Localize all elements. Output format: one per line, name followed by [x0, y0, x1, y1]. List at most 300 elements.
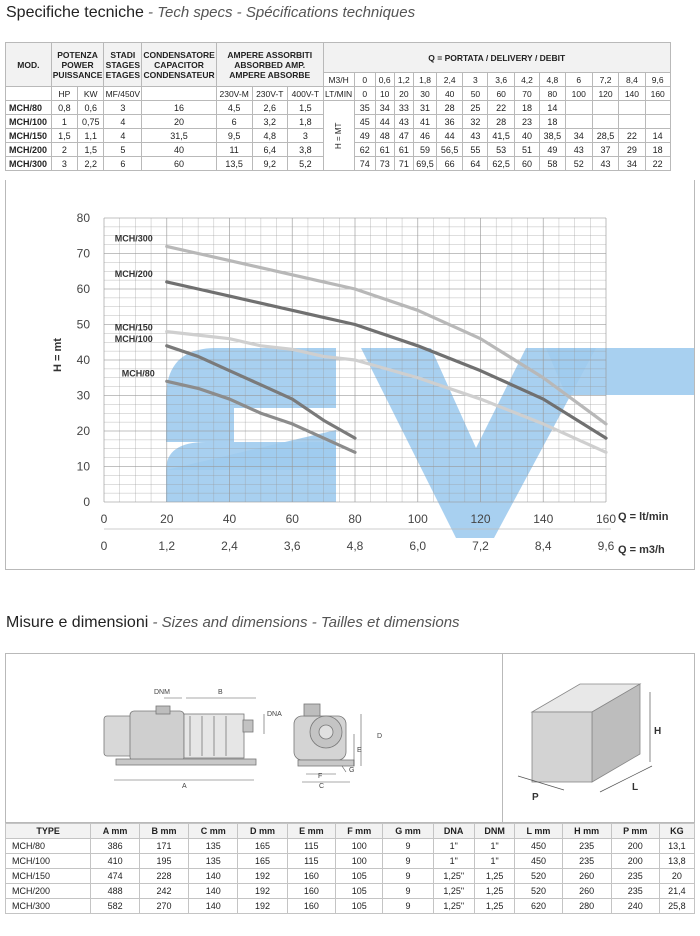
dims-cell: MCH/300 — [6, 899, 91, 914]
spec-cell-head: 60 — [514, 157, 539, 171]
q-m3h-9: 6 — [565, 73, 592, 87]
spec-cell-cap: 31,5 — [142, 129, 216, 143]
dims-cell: 20 — [659, 869, 694, 884]
pump-drawing — [6, 654, 501, 824]
watermark-shape — [546, 348, 694, 395]
dims-cell: 25,8 — [659, 899, 694, 914]
unit-mf: MF/450V — [105, 88, 141, 99]
spec-cell-kw: 0,6 — [78, 101, 104, 115]
specs-heading — [6, 4, 415, 22]
spec-cell-mod: MCH/200 — [6, 143, 52, 157]
spec-cell-head: 34 — [375, 101, 394, 115]
spec-cell-cap: 40 — [142, 143, 216, 157]
x2-axis-label: Q = m3/h — [618, 544, 665, 556]
spec-cell-head: 73 — [375, 157, 394, 171]
specs-heading-sub: - Tech specs - Spécifications techniques — [143, 4, 416, 21]
q-lmin-4: 40 — [436, 87, 463, 101]
spec-cell-head: 64 — [463, 157, 488, 171]
dims-cell: 9 — [383, 869, 433, 884]
dims-header-cell: D mm — [238, 824, 287, 839]
box-shape — [532, 684, 640, 782]
label-d: D — [377, 733, 383, 740]
spec-cell-cap: 16 — [142, 101, 216, 115]
q-lmin-11: 140 — [619, 87, 645, 101]
spec-cell-head: 28,5 — [592, 129, 619, 143]
dims-cell: 450 — [515, 839, 562, 854]
dims-header-cell: L mm — [515, 824, 562, 839]
spec-cell-a400t: 3 — [288, 129, 324, 143]
x2-tick-label: 6,0 — [409, 539, 427, 553]
dims-table — [5, 823, 695, 914]
dims-cell: 620 — [515, 899, 562, 914]
spec-cell-mod: MCH/150 — [6, 129, 52, 143]
dims-row — [6, 839, 695, 854]
q-lmin-0: 0 — [354, 87, 375, 101]
dims-cell: 192 — [238, 884, 287, 899]
dims-cell: 171 — [139, 839, 188, 854]
label-p: P — [532, 792, 539, 803]
dims-cell: 105 — [336, 899, 383, 914]
box-drawing — [504, 654, 696, 824]
dims-cell: 165 — [238, 854, 287, 869]
q-m3h-2: 1,2 — [394, 73, 414, 87]
dims-cell: 115 — [287, 839, 335, 854]
spec-cell-head: 48 — [375, 129, 394, 143]
label-a: A — [182, 783, 187, 790]
q-lmin-10: 120 — [592, 87, 619, 101]
spec-cell-a400t: 1,5 — [288, 101, 324, 115]
dims-cell: 1,25" — [433, 869, 474, 884]
x-tick-label: 100 — [407, 512, 428, 526]
y-tick-label: 80 — [76, 211, 90, 225]
dims-header-cell: DNA — [433, 824, 474, 839]
spec-cell-a230m: 4,5 — [216, 101, 252, 115]
spec-cell-a230t: 4,8 — [252, 129, 288, 143]
x2-tick-label: 4,8 — [346, 539, 364, 553]
x-axis-label: Q = lt/min — [618, 511, 669, 523]
x-tick-label: 80 — [348, 512, 362, 526]
q-lmin-9: 100 — [565, 87, 592, 101]
dims-cell: 1,25 — [474, 899, 515, 914]
dims-cell: 520 — [515, 869, 562, 884]
spec-cell-cap: 60 — [142, 157, 216, 171]
spec-body — [6, 101, 695, 171]
spec-cell-head: 58 — [540, 157, 566, 171]
spec-cell-kw: 1,1 — [78, 129, 104, 143]
x-tick-label: 160 — [595, 512, 617, 526]
dims-cell: 135 — [189, 839, 238, 854]
label-dna: DNA — [267, 711, 282, 718]
q-lmin-6: 60 — [488, 87, 515, 101]
spec-cell-head: 62,5 — [488, 157, 515, 171]
dims-cell: MCH/150 — [6, 869, 91, 884]
dims-cell: 474 — [91, 869, 140, 884]
y-tick-label: 30 — [76, 388, 90, 403]
dims-cell: 1" — [433, 839, 474, 854]
dims-cell: 582 — [91, 899, 140, 914]
spec-cell-kw: 0,75 — [78, 115, 104, 129]
spec-col-ampere: AMPERE ASSORBITI ABSORBED AMP. AMPERE ABSORBE — [216, 43, 323, 87]
spec-cell-stages: 4 — [104, 129, 142, 143]
dims-cell: 9 — [383, 884, 433, 899]
spec-cell-cap: 20 — [142, 115, 216, 129]
spec-cell-mod: MCH/300 — [6, 157, 52, 171]
x2-tick-label: 8,4 — [534, 539, 552, 553]
spec-cell-head: 61 — [375, 143, 394, 157]
dims-cell: 1" — [474, 839, 515, 854]
dims-cell: 235 — [611, 884, 659, 899]
unit-230t: 230V-T — [252, 87, 288, 101]
dims-cell: 13,8 — [659, 854, 694, 869]
spec-cell-a230m: 9,5 — [216, 129, 252, 143]
spec-cell-head: 45 — [354, 115, 375, 129]
spec-cell-a400t: 1,8 — [288, 115, 324, 129]
spec-cell-mod: MCH/80 — [6, 101, 52, 115]
dims-cell: 270 — [139, 899, 188, 914]
dims-cell: MCH/200 — [6, 884, 91, 899]
spec-cell-head — [565, 115, 592, 129]
spec-cell-hp: 1 — [51, 115, 77, 129]
spec-cell-kw: 2,2 — [78, 157, 104, 171]
spec-cell-head: 55 — [463, 143, 488, 157]
q-lmin-5: 50 — [463, 87, 488, 101]
y-tick-label: 50 — [76, 317, 90, 332]
spec-cell-head: 38,5 — [540, 129, 566, 143]
spec-header-row-units — [6, 87, 695, 101]
spec-col-mod: MOD. — [6, 43, 52, 87]
label-c: C — [319, 783, 325, 790]
spec-cell-a230t: 9,2 — [252, 157, 288, 171]
spec-cell-head: 33 — [394, 101, 414, 115]
spec-cell-head: 18 — [645, 143, 670, 157]
spec-cell-a230t: 6,4 — [252, 143, 288, 157]
dimension-drawings — [5, 653, 695, 823]
dims-header-cell: DNM — [474, 824, 515, 839]
spec-cell-head: 44 — [436, 129, 463, 143]
spec-cell-stages: 5 — [104, 143, 142, 157]
spec-cell-head: 31 — [414, 101, 437, 115]
watermark-shape — [166, 442, 336, 470]
x-tick-label: 0 — [100, 512, 108, 526]
y-tick-label: 10 — [76, 459, 90, 474]
spec-cell-head: 56,5 — [436, 143, 463, 157]
spec-cell-head: 59 — [414, 143, 437, 157]
series-label: MCH/80 — [121, 368, 155, 379]
dims-cell: 240 — [611, 899, 659, 914]
spec-cell-head: 62 — [354, 143, 375, 157]
dims-header-cell: C mm — [189, 824, 238, 839]
label-g: G — [349, 767, 355, 774]
y-tick-label: 0 — [83, 495, 90, 509]
spec-cell-head: 47 — [394, 129, 414, 143]
label-f: F — [318, 773, 323, 780]
q-m3h-11: 8,4 — [619, 73, 645, 87]
dims-cell: 9 — [383, 899, 433, 914]
spec-cell-head: 22 — [645, 157, 670, 171]
dims-cell: 160 — [287, 884, 335, 899]
spec-cell-a230m: 13,5 — [216, 157, 252, 171]
spec-h-label: H = MT — [323, 101, 354, 171]
dims-cell: 160 — [287, 869, 335, 884]
spec-cell-head: 37 — [592, 143, 619, 157]
dims-cell: 242 — [139, 884, 188, 899]
specs-heading-main: Specifiche tecniche — [6, 4, 144, 21]
spec-cell-hp: 1,5 — [51, 129, 77, 143]
dims-cell: 21,4 — [659, 884, 694, 899]
dims-cell: 280 — [562, 899, 611, 914]
dims-cell: 488 — [91, 884, 140, 899]
dims-cell: 195 — [139, 854, 188, 869]
dims-cell: 228 — [139, 869, 188, 884]
pump-front-view — [294, 704, 354, 766]
q-m3h-6: 3,6 — [488, 73, 515, 87]
dims-cell: 140 — [189, 899, 238, 914]
dims-row — [6, 884, 695, 899]
x2-tick-label: 7,2 — [472, 539, 489, 553]
x2-tick-label: 3,6 — [283, 539, 301, 553]
spec-cell-stages: 4 — [104, 115, 142, 129]
dims-cell: 140 — [189, 869, 238, 884]
dims-cell: 1,25" — [433, 884, 474, 899]
spec-cell-head: 25 — [463, 101, 488, 115]
spec-cell-head: 40 — [514, 129, 539, 143]
dims-cell: 1" — [433, 854, 474, 869]
drawing-divider — [502, 654, 503, 824]
spec-cell-head — [592, 115, 619, 129]
dims-cell: MCH/80 — [6, 839, 91, 854]
dims-heading-sub: - Sizes and dimensions - Tailles et dimensions — [148, 614, 460, 631]
q-m3h-label: M3/H — [323, 73, 354, 87]
q-lmin-label: LT/MIN — [324, 88, 353, 99]
dims-row — [6, 869, 695, 884]
dims-cell: 235 — [611, 869, 659, 884]
q-m3h-1: 0,6 — [375, 73, 394, 87]
spec-cell-head: 18 — [514, 101, 539, 115]
dims-cell: 410 — [91, 854, 140, 869]
x2-tick-label: 0 — [100, 539, 108, 553]
dims-heading — [6, 614, 460, 632]
spec-cell-head: 61 — [394, 143, 414, 157]
label-l: L — [632, 782, 639, 793]
dims-body — [6, 824, 695, 914]
x2-tick-label: 9,6 — [597, 539, 615, 553]
unit-230m: 230V-M — [216, 87, 252, 101]
dims-cell: 386 — [91, 839, 140, 854]
spec-cell-head: 41,5 — [488, 129, 515, 143]
dims-header-cell: B mm — [139, 824, 188, 839]
dims-cell: 1" — [474, 854, 515, 869]
watermark-shape — [166, 348, 336, 442]
unit-400t: 400V-T — [288, 87, 324, 101]
dims-cell: 1,25" — [433, 899, 474, 914]
dims-cell: 100 — [336, 839, 383, 854]
q-m3h-12: 9,6 — [645, 73, 670, 87]
spec-cell-head: 51 — [514, 143, 539, 157]
q-m3h-0: 0 — [354, 73, 375, 87]
y-tick-label: 40 — [76, 353, 90, 367]
dims-cell: 105 — [336, 869, 383, 884]
y-axis-label: H = mt — [52, 338, 64, 372]
q-lmin-2: 20 — [394, 87, 414, 101]
spec-cell-head: 43 — [592, 157, 619, 171]
spec-cell-head: 18 — [540, 115, 566, 129]
spec-cell-a230m: 6 — [216, 115, 252, 129]
spec-col-stages: STADI STAGES ETAGES — [104, 43, 142, 87]
spec-cell-a400t: 5,2 — [288, 157, 324, 171]
dims-cell: 200 — [611, 839, 659, 854]
spec-cell-head: 34 — [565, 129, 592, 143]
unit-hp: HP — [51, 87, 77, 101]
dims-row — [6, 854, 695, 869]
q-lmin-7: 70 — [514, 87, 539, 101]
spec-cell-head: 28 — [488, 115, 515, 129]
dims-cell: 13,1 — [659, 839, 694, 854]
x2-tick-label: 2,4 — [221, 539, 238, 553]
series-label: MCH/200 — [114, 268, 153, 279]
spec-cell-head: 43 — [463, 129, 488, 143]
q-lmin-1: 10 — [375, 87, 394, 101]
spec-table — [5, 42, 695, 171]
spec-cell-head — [619, 101, 645, 115]
spec-cell-a400t: 3,8 — [288, 143, 324, 157]
spec-col-q: Q = PORTATA / DELIVERY / DEBIT — [323, 43, 670, 73]
spec-cell-head: 14 — [645, 129, 670, 143]
series-label: MCH/100 — [114, 333, 153, 344]
spec-cell-head: 23 — [514, 115, 539, 129]
spec-cell-head — [645, 101, 670, 115]
dims-cell: 115 — [287, 854, 335, 869]
dims-cell: 1,25 — [474, 884, 515, 899]
x-tick-label: 120 — [470, 512, 491, 526]
dims-cell: 260 — [562, 869, 611, 884]
x-tick-label: 60 — [285, 512, 299, 526]
label-e: E — [357, 747, 362, 754]
performance-chart-box — [5, 180, 695, 570]
q-m3h-8: 4,8 — [540, 73, 566, 87]
spec-cell-head: 53 — [488, 143, 515, 157]
spec-cell-head: 44 — [375, 115, 394, 129]
dims-header-cell: TYPE — [6, 824, 91, 839]
spec-cell-head — [565, 101, 592, 115]
spec-cell-head: 34 — [619, 157, 645, 171]
spec-col-capacitor: CONDENSATORE CAPACITOR CONDENSATEUR — [142, 43, 216, 87]
spec-cell-head — [645, 115, 670, 129]
series-label: MCH/300 — [114, 233, 153, 244]
dims-cell: 165 — [238, 839, 287, 854]
dims-cell: MCH/100 — [6, 854, 91, 869]
dims-cell: 192 — [238, 869, 287, 884]
dims-header-cell: A mm — [91, 824, 140, 839]
dims-cell: 100 — [336, 854, 383, 869]
dims-cell: 192 — [238, 899, 287, 914]
q-lmin-3: 30 — [414, 87, 437, 101]
pump-side-view — [104, 706, 256, 765]
dims-cell: 105 — [336, 884, 383, 899]
spec-cell-a230t: 2,6 — [252, 101, 288, 115]
dims-cell: 1,25 — [474, 869, 515, 884]
spec-cell-head: 14 — [540, 101, 566, 115]
spec-cell-head: 32 — [463, 115, 488, 129]
spec-cell-stages: 6 — [104, 157, 142, 171]
spec-cell-a230t: 3,2 — [252, 115, 288, 129]
spec-cell-head: 22 — [488, 101, 515, 115]
dims-cell: 160 — [287, 899, 335, 914]
spec-cell-stages: 3 — [104, 101, 142, 115]
spec-row — [6, 101, 695, 115]
spec-col-power: POTENZA POWER PUISSANCE — [51, 43, 104, 87]
dims-cell: 260 — [562, 884, 611, 899]
y-tick-label: 70 — [76, 246, 90, 261]
dims-cell: 9 — [383, 854, 433, 869]
dims-row — [6, 899, 695, 914]
dims-header-cell: P mm — [611, 824, 659, 839]
spec-cell-head: 43 — [565, 143, 592, 157]
dims-header-cell: E mm — [287, 824, 335, 839]
dims-cell: 235 — [562, 839, 611, 854]
x2-tick-label: 1,2 — [158, 539, 176, 553]
spec-cell-kw: 1,5 — [78, 143, 104, 157]
dims-header-cell: F mm — [336, 824, 383, 839]
spec-cell-head: 22 — [619, 129, 645, 143]
dims-cell: 450 — [515, 854, 562, 869]
label-h: H — [654, 726, 662, 737]
label-dnm: DNM — [154, 689, 170, 696]
spec-cell-head — [619, 115, 645, 129]
q-lmin-12: 160 — [645, 87, 670, 101]
spec-cell-head: 52 — [565, 157, 592, 171]
dims-header-cell: G mm — [383, 824, 433, 839]
x-tick-label: 40 — [222, 512, 237, 526]
spec-cell-head: 46 — [414, 129, 437, 143]
performance-chart — [6, 180, 694, 568]
spec-cell-mod: MCH/100 — [6, 115, 52, 129]
dims-cell: 9 — [383, 839, 433, 854]
x-tick-label: 140 — [533, 512, 554, 526]
dims-header-row — [6, 824, 695, 839]
dims-heading-main: Misure e dimensioni — [6, 614, 149, 631]
spec-cell-head: 35 — [354, 101, 375, 115]
series-label: MCH/150 — [114, 322, 153, 333]
dims-cell: 140 — [189, 884, 238, 899]
q-m3h-5: 3 — [463, 73, 488, 87]
spec-cell-head: 43 — [394, 115, 414, 129]
spec-cell-head: 74 — [354, 157, 375, 171]
spec-cell-head: 49 — [540, 143, 566, 157]
dims-header-cell: H mm — [562, 824, 611, 839]
dims-cell: 520 — [515, 884, 562, 899]
spec-cell-head: 41 — [414, 115, 437, 129]
y-tick-label: 60 — [76, 282, 90, 296]
spec-cell-head: 28 — [436, 101, 463, 115]
dims-cell: 235 — [562, 854, 611, 869]
dims-header-cell: KG — [659, 824, 694, 839]
spec-cell-head: 66 — [436, 157, 463, 171]
label-b: B — [218, 689, 223, 696]
spec-cell-head — [592, 101, 619, 115]
spec-header-row-1 — [6, 43, 695, 73]
unit-kw: KW — [78, 87, 104, 101]
spec-cell-head: 71 — [394, 157, 414, 171]
dims-cell: 135 — [189, 854, 238, 869]
q-lmin-8: 80 — [540, 87, 566, 101]
spec-cell-a230m: 11 — [216, 143, 252, 157]
q-m3h-10: 7,2 — [592, 73, 619, 87]
q-m3h-7: 4,2 — [514, 73, 539, 87]
spec-cell-hp: 3 — [51, 157, 77, 171]
spec-cell-head: 36 — [436, 115, 463, 129]
y-tick-label: 20 — [76, 424, 90, 438]
spec-cell-head: 69,5 — [414, 157, 437, 171]
